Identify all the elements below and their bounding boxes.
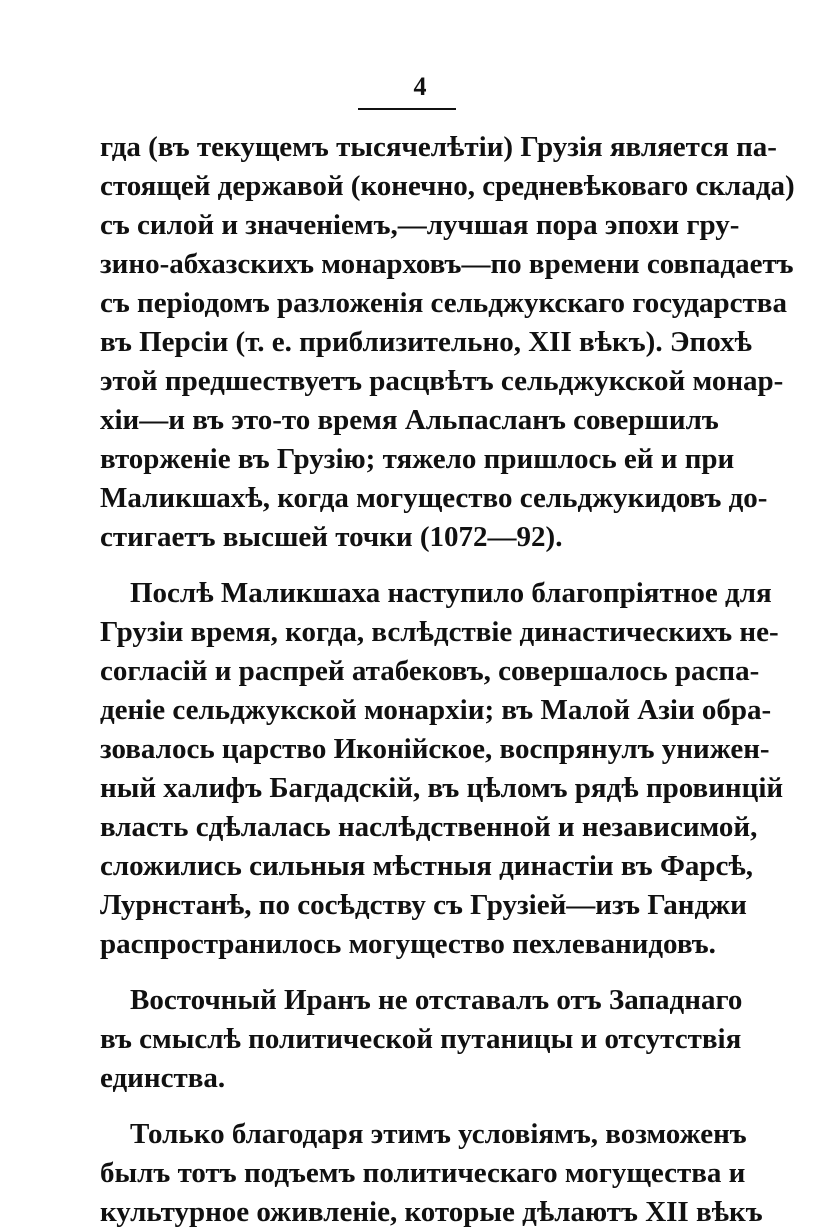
- text-line: былъ тотъ подъемъ политическаго могущества и: [100, 1157, 746, 1189]
- paragraph-2: [100, 574, 784, 964]
- text-line: стоящей державой (конечно, средневѣковаго склада): [100, 170, 795, 202]
- paragraph-4: [100, 1115, 763, 1232]
- text-line: зино-абхазскихъ монарховъ—по времени совпадаетъ: [100, 248, 794, 280]
- paragraph-1: [100, 128, 795, 557]
- text-line: съ силой и значеніемъ,—лучшая пора эпохи гру-: [100, 209, 740, 241]
- text-line: Только благодаря этимъ условіямъ, возможенъ: [130, 1118, 747, 1150]
- text-line: власть сдѣлалась наслѣдственной и независимой,: [100, 811, 758, 843]
- text-line: Послѣ Маликшаха наступило благопріятное для: [130, 577, 772, 609]
- paragraph-3: [100, 981, 743, 1098]
- text-line: Маликшахѣ, когда могущество сельджукидовъ до-: [100, 482, 768, 514]
- text-line: деніе сельджукской монархіи; въ Малой Азіи обра-: [100, 694, 772, 726]
- text-line: ный халифъ Багдадскій, въ цѣломъ рядѣ провинцій: [100, 772, 784, 804]
- text-line: въ Персіи (т. е. приблизительно, XII вѣкъ). Эпохѣ: [100, 326, 752, 358]
- text-line: стигаетъ высшей точки (1072—92).: [100, 521, 563, 553]
- text-line: распространилось могущество пехлеванидовъ.: [100, 928, 716, 960]
- text-line: хіи—и въ это-то время Альпасланъ совершилъ: [100, 404, 719, 436]
- text-line: Восточный Иранъ не отставалъ отъ Западнаго: [130, 984, 743, 1016]
- text-line: согласій и распрей атабековъ, совершалось распа-: [100, 655, 760, 687]
- paragraph-gap: [100, 964, 712, 981]
- header-rule: [358, 108, 456, 110]
- text-line: зовалось царство Иконійское, воспрянулъ унижен-: [100, 733, 770, 765]
- text-line: единства.: [100, 1062, 226, 1094]
- text-line: культурное оживленіе, которые дѣлаютъ XII вѣкъ: [100, 1196, 763, 1228]
- text-line: въ смыслѣ политической путаницы и отсутствія: [100, 1023, 742, 1055]
- text-line: съ періодомъ разложенія сельджукскаго государства: [100, 287, 787, 319]
- text-line: Грузіи время, когда, вслѣдствіе династическихъ не-: [100, 616, 779, 648]
- paragraph-gap: [100, 557, 712, 574]
- text-line: Лурнстанѣ, по сосѣдству съ Грузіей—изъ Ганджи: [100, 889, 747, 921]
- text-line: гда (въ текущемъ тысячелѣтіи) Грузія является па-: [100, 131, 777, 163]
- text-line: вторженіе въ Грузію; тяжело пришлось ей и при: [100, 443, 735, 475]
- text-line: сложились сильныя мѣстныя династіи въ Фарсѣ,: [100, 850, 754, 882]
- paragraph-gap: [100, 1098, 712, 1115]
- text-line: этой предшествуетъ расцвѣтъ сельджукской монар-: [100, 365, 784, 397]
- body-text: [100, 128, 795, 1232]
- page-number: 4: [413, 72, 427, 101]
